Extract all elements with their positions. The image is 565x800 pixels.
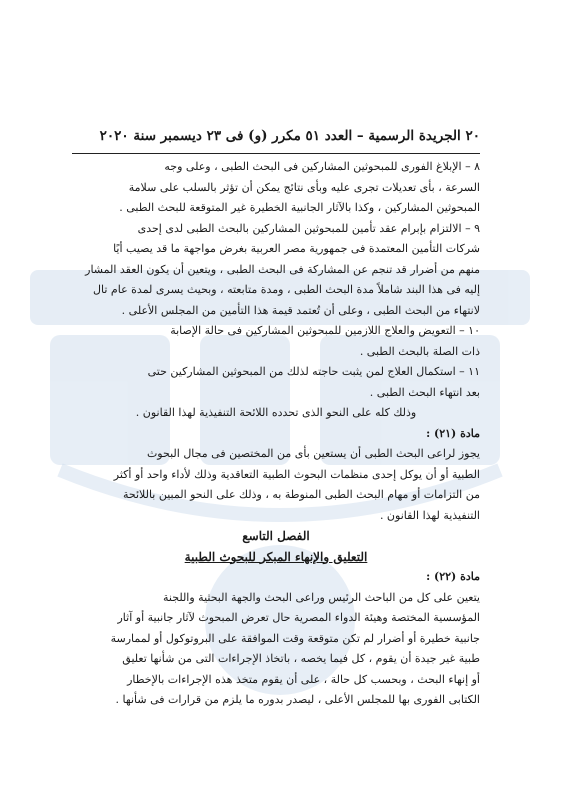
article-21-heading: مادة (٢١) : [426,426,480,440]
article-21-line: التنفيذية لهذا القانون . [379,508,480,522]
chapter-subtitle: التعليق والإنهاء المبكر للبحوث الطبية [184,549,368,564]
item-9-line: لانتهاء من البحث الطبى ، وعلى أن تُعتمد قيمة هذا التأمين من المجلس الأعلى . [121,303,480,317]
item-10-line: ١٠ – التعويض والعلاج اللازمين للمبحوثين المشاركين فى حالة الإصابة [170,324,480,337]
closing-sentence: وذلك كله على النحو الذى تحدده اللائحة التنفيذية لهذا القانون . [135,406,417,419]
item-8-line: السرعة ، بأى تعديلات تجرى عليه وبأى نتائج يمكن أن تؤثر بالسلب على سلامة [128,180,480,194]
page-body [72,157,480,711]
article-21-line: يجوز لراعى البحث الطبى أن يستعين بأى من المختصين فى مجال البحوث [146,447,480,460]
header-divider [72,153,480,154]
article-22-line: جانبية خطيرة أو أضرار لم تكن متوقعة وقت الموافقة على البروتوكول أو لممارسة [110,631,480,645]
article-22-line: أو إنهاء البحث ، وبحسب كل حالة ، على أن يقوم متخذ هذه الإجراءات بالإخطار [127,672,480,686]
article-21-line: من التزامات أو مهام البحث الطبى المنوطة به ، وذلك على النحو المبين باللائحة [122,488,480,501]
article-22-line: يتعين على كل من الباحث الرئيس وراعى البحث والجهة البحثية واللجنة [163,590,480,604]
chapter-title: الفصل التاسع [242,529,310,543]
article-22-line: المؤسسية المختصة وهيئة الدواء المصرية حال تعرض المبحوث لآثار جانبية أو آثار [117,611,480,624]
item-9-line: ٩ – الالتزام بإبرام عقد تأمين للمبحوثين المشاركين بالبحث الطبى لدى إحدى [137,221,480,235]
item-11-line: بعد انتهاء البحث الطبى . [369,385,480,399]
item-8-line: ٨ – الإبلاغ الفورى للمبحوثين المشاركين فى البحث الطبى ، وعلى وجه [164,160,480,173]
item-9-line: شركات التأمين المعتمدة فى جمهورية مصر العربية بغرض مواجهة ما قد يصيب أيًا [113,242,480,255]
item-11-line: ١١ – استكمال العلاج لمن يثبت حاجته لذلك من المبحوثين المشاركين حتى [147,365,480,378]
item-9-line: منهم من أضرار قد تنجم عن المشاركة فى البحث الطبى ، ويتعين أن يكون العقد المشار [85,262,480,276]
page-header: ٢٠ الجريدة الرسمية – العدد ٥١ مكرر (و) فى ٢٣ ديسمبر سنة ٢٠٢٠ [99,128,480,144]
article-22-line: طبية غير جيدة أن يقوم ، كل فيما يخصه ، باتخاذ الإجراءات التى من شأنها تعليق [122,652,480,665]
article-21-line: الطبية أو أن يوكل إحدى منظمات البحوث الطبية التعاقدية وذلك لأداء واحد أو أكثر [113,467,480,481]
article-22-heading: مادة (٢٢) : [426,570,480,583]
item-9-line: إليه فى هذا البند شاملاً مدة البحث الطبى ، ومدة متابعته ، وبحيث يسرى لمدة عام تال [93,283,480,296]
gazette-page [72,0,480,800]
article-22-line: الكتابى الفورى بها للمجلس الأعلى ، ليصدر بدوره ما يلزم من قرارات فى شأنها . [115,693,480,706]
item-10-line: ذات الصلة بالبحث الطبى . [359,344,480,358]
item-8-line: المبحوثين المشاركين ، وكذا بالآثار الجانبية الخطيرة غير المتوقعة للبحث الطبى . [119,201,480,214]
